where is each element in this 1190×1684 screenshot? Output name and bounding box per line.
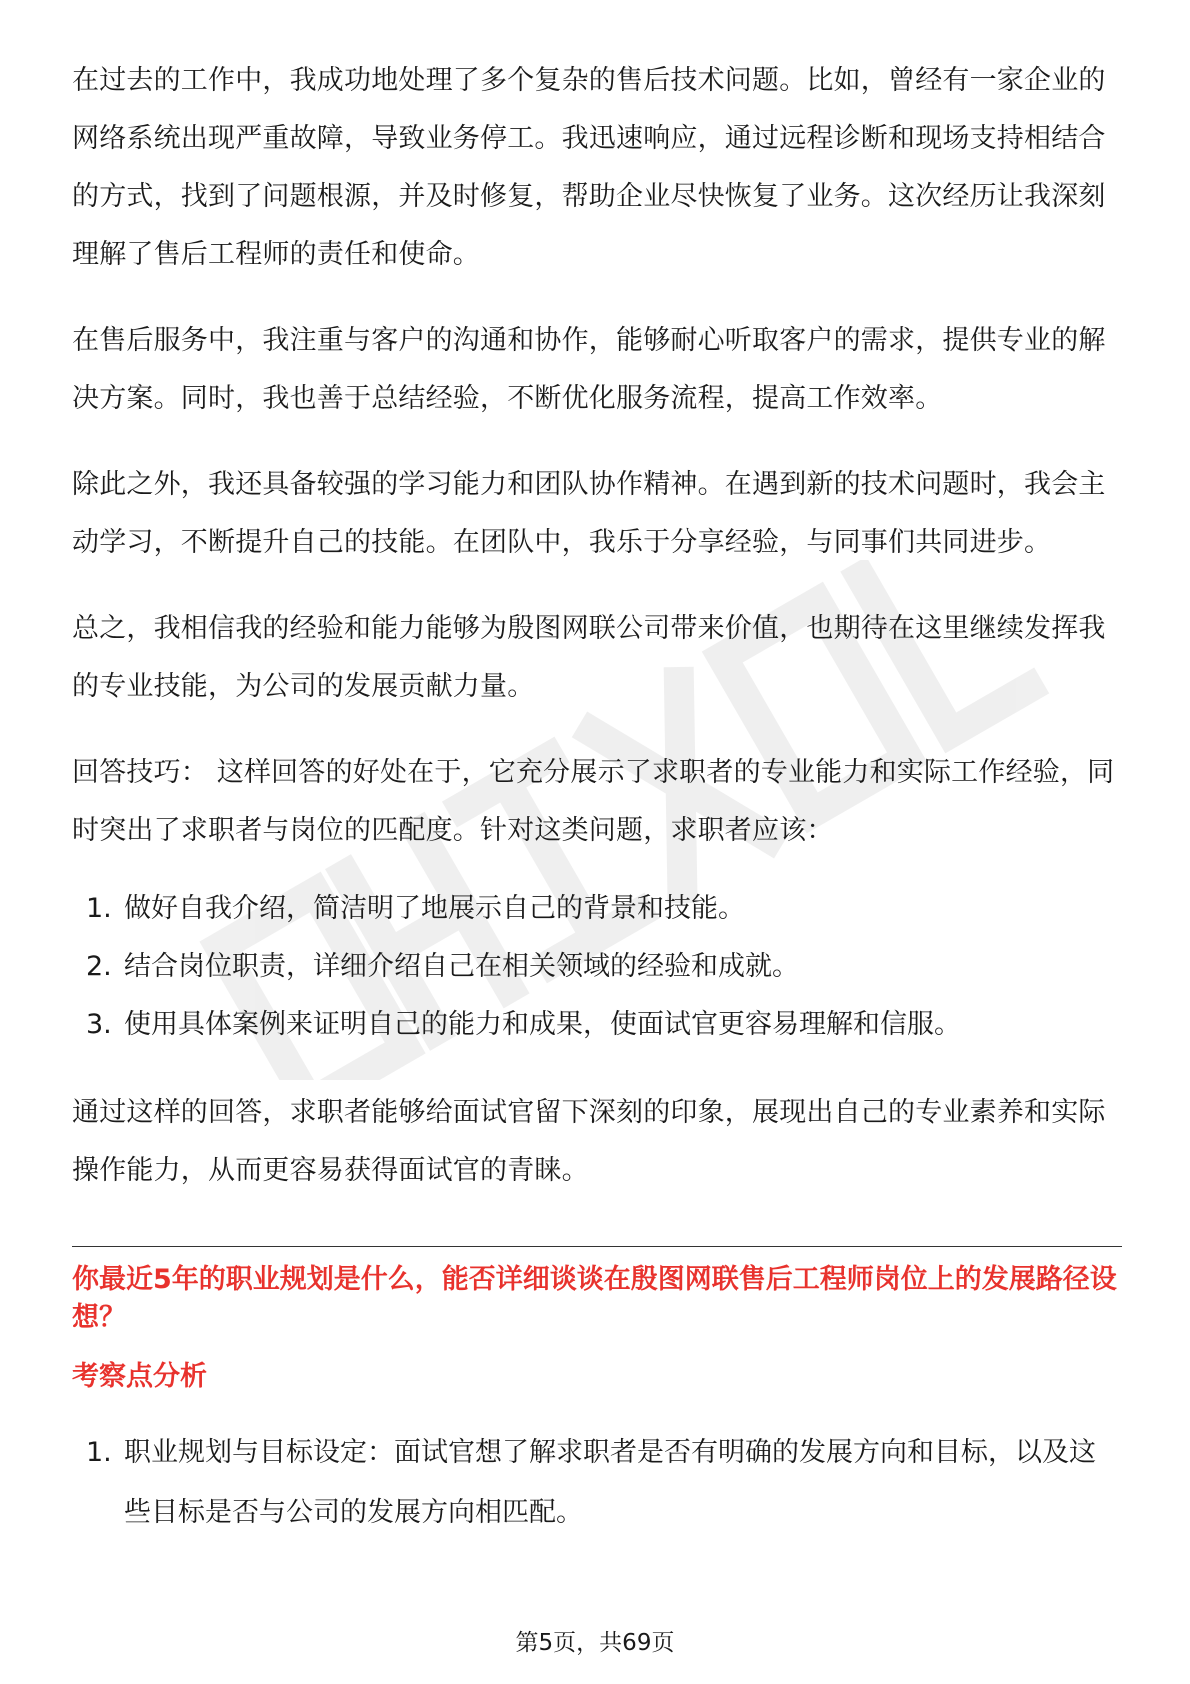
paragraph-closing: 通过这样的回答，求职者能够给面试官留下深刻的印象，展现出自己的专业素养和实际操作能力，从而更容易获得面试官的青睐。 — [72, 1097, 1106, 1186]
paragraph-service: 在售后服务中，我注重与客户的沟通和协作，能够耐心听取客户的需求，提供专业的解决方案。同时，我也善于总结经验，不断优化服务流程，提高工作效率。 — [72, 325, 1106, 414]
list-item — [72, 880, 1122, 938]
section-divider — [72, 1246, 1122, 1247]
paragraph-answer-tips: 回答技巧： 这样回答的好处在于，它充分展示了求职者的专业能力和实际工作经验，同时突出了求职者与岗位的匹配度。针对这类问题，求职者应该： — [72, 757, 1115, 846]
section-title: 考察点分析 — [72, 1361, 207, 1392]
paragraph-experience: 在过去的工作中，我成功地处理了多个复杂的售后技术问题。比如，曾经有一家企业的网络系统出现严重故障，导致业务停工。我迅速响应，通过远程诊断和现场支持相结合的方式，找到了问题根源，并及时修复，帮助企业尽快恢复了业务。这次经历让我深刻理解了售后工程师的责任和使命。 — [72, 65, 1106, 270]
list-item — [72, 996, 1122, 1054]
document-body — [72, 52, 1122, 1543]
list-item — [72, 938, 1122, 996]
list-item-number: 1. — [86, 893, 112, 924]
list-item-number: 3. — [86, 1009, 112, 1040]
tips-list — [72, 880, 1122, 1054]
analysis-list — [72, 1423, 1122, 1543]
paragraph-abilities: 除此之外，我还具备较强的学习能力和团队协作精神。在遇到新的技术问题时，我会主动学习，不断提升自己的技能。在团队中，我乐于分享经验，与同事们共同进步。 — [72, 469, 1106, 558]
paragraph-summary: 总之，我相信我的经验和能力能够为殷图网联公司带来价值，也期待在这里继续发挥我的专业技能，为公司的发展贡献力量。 — [72, 613, 1106, 702]
list-item — [72, 1423, 1122, 1543]
list-item-number: 2. — [86, 951, 112, 982]
list-item-number: 1. — [86, 1437, 112, 1468]
list-item-text: 使用具体案例来证明自己的能力和成果，使面试官更容易理解和信服。 — [124, 1009, 961, 1040]
list-item-text: 职业规划与目标设定：面试官想了解求职者是否有明确的发展方向和目标，以及这些目标是否与公司的发展方向相匹配。 — [124, 1437, 1096, 1528]
list-item-text: 做好自我介绍，简洁明了地展示自己的背景和技能。 — [124, 893, 745, 924]
list-item-text: 结合岗位职责，详细介绍自己在相关领域的经验和成就。 — [124, 951, 799, 982]
page-footer: 第5页，共69页 — [515, 1630, 675, 1656]
question-heading: 你最近5年的职业规划是什么，能否详细谈谈在殷图网联售后工程师岗位上的发展路径设想？ — [72, 1264, 1117, 1333]
